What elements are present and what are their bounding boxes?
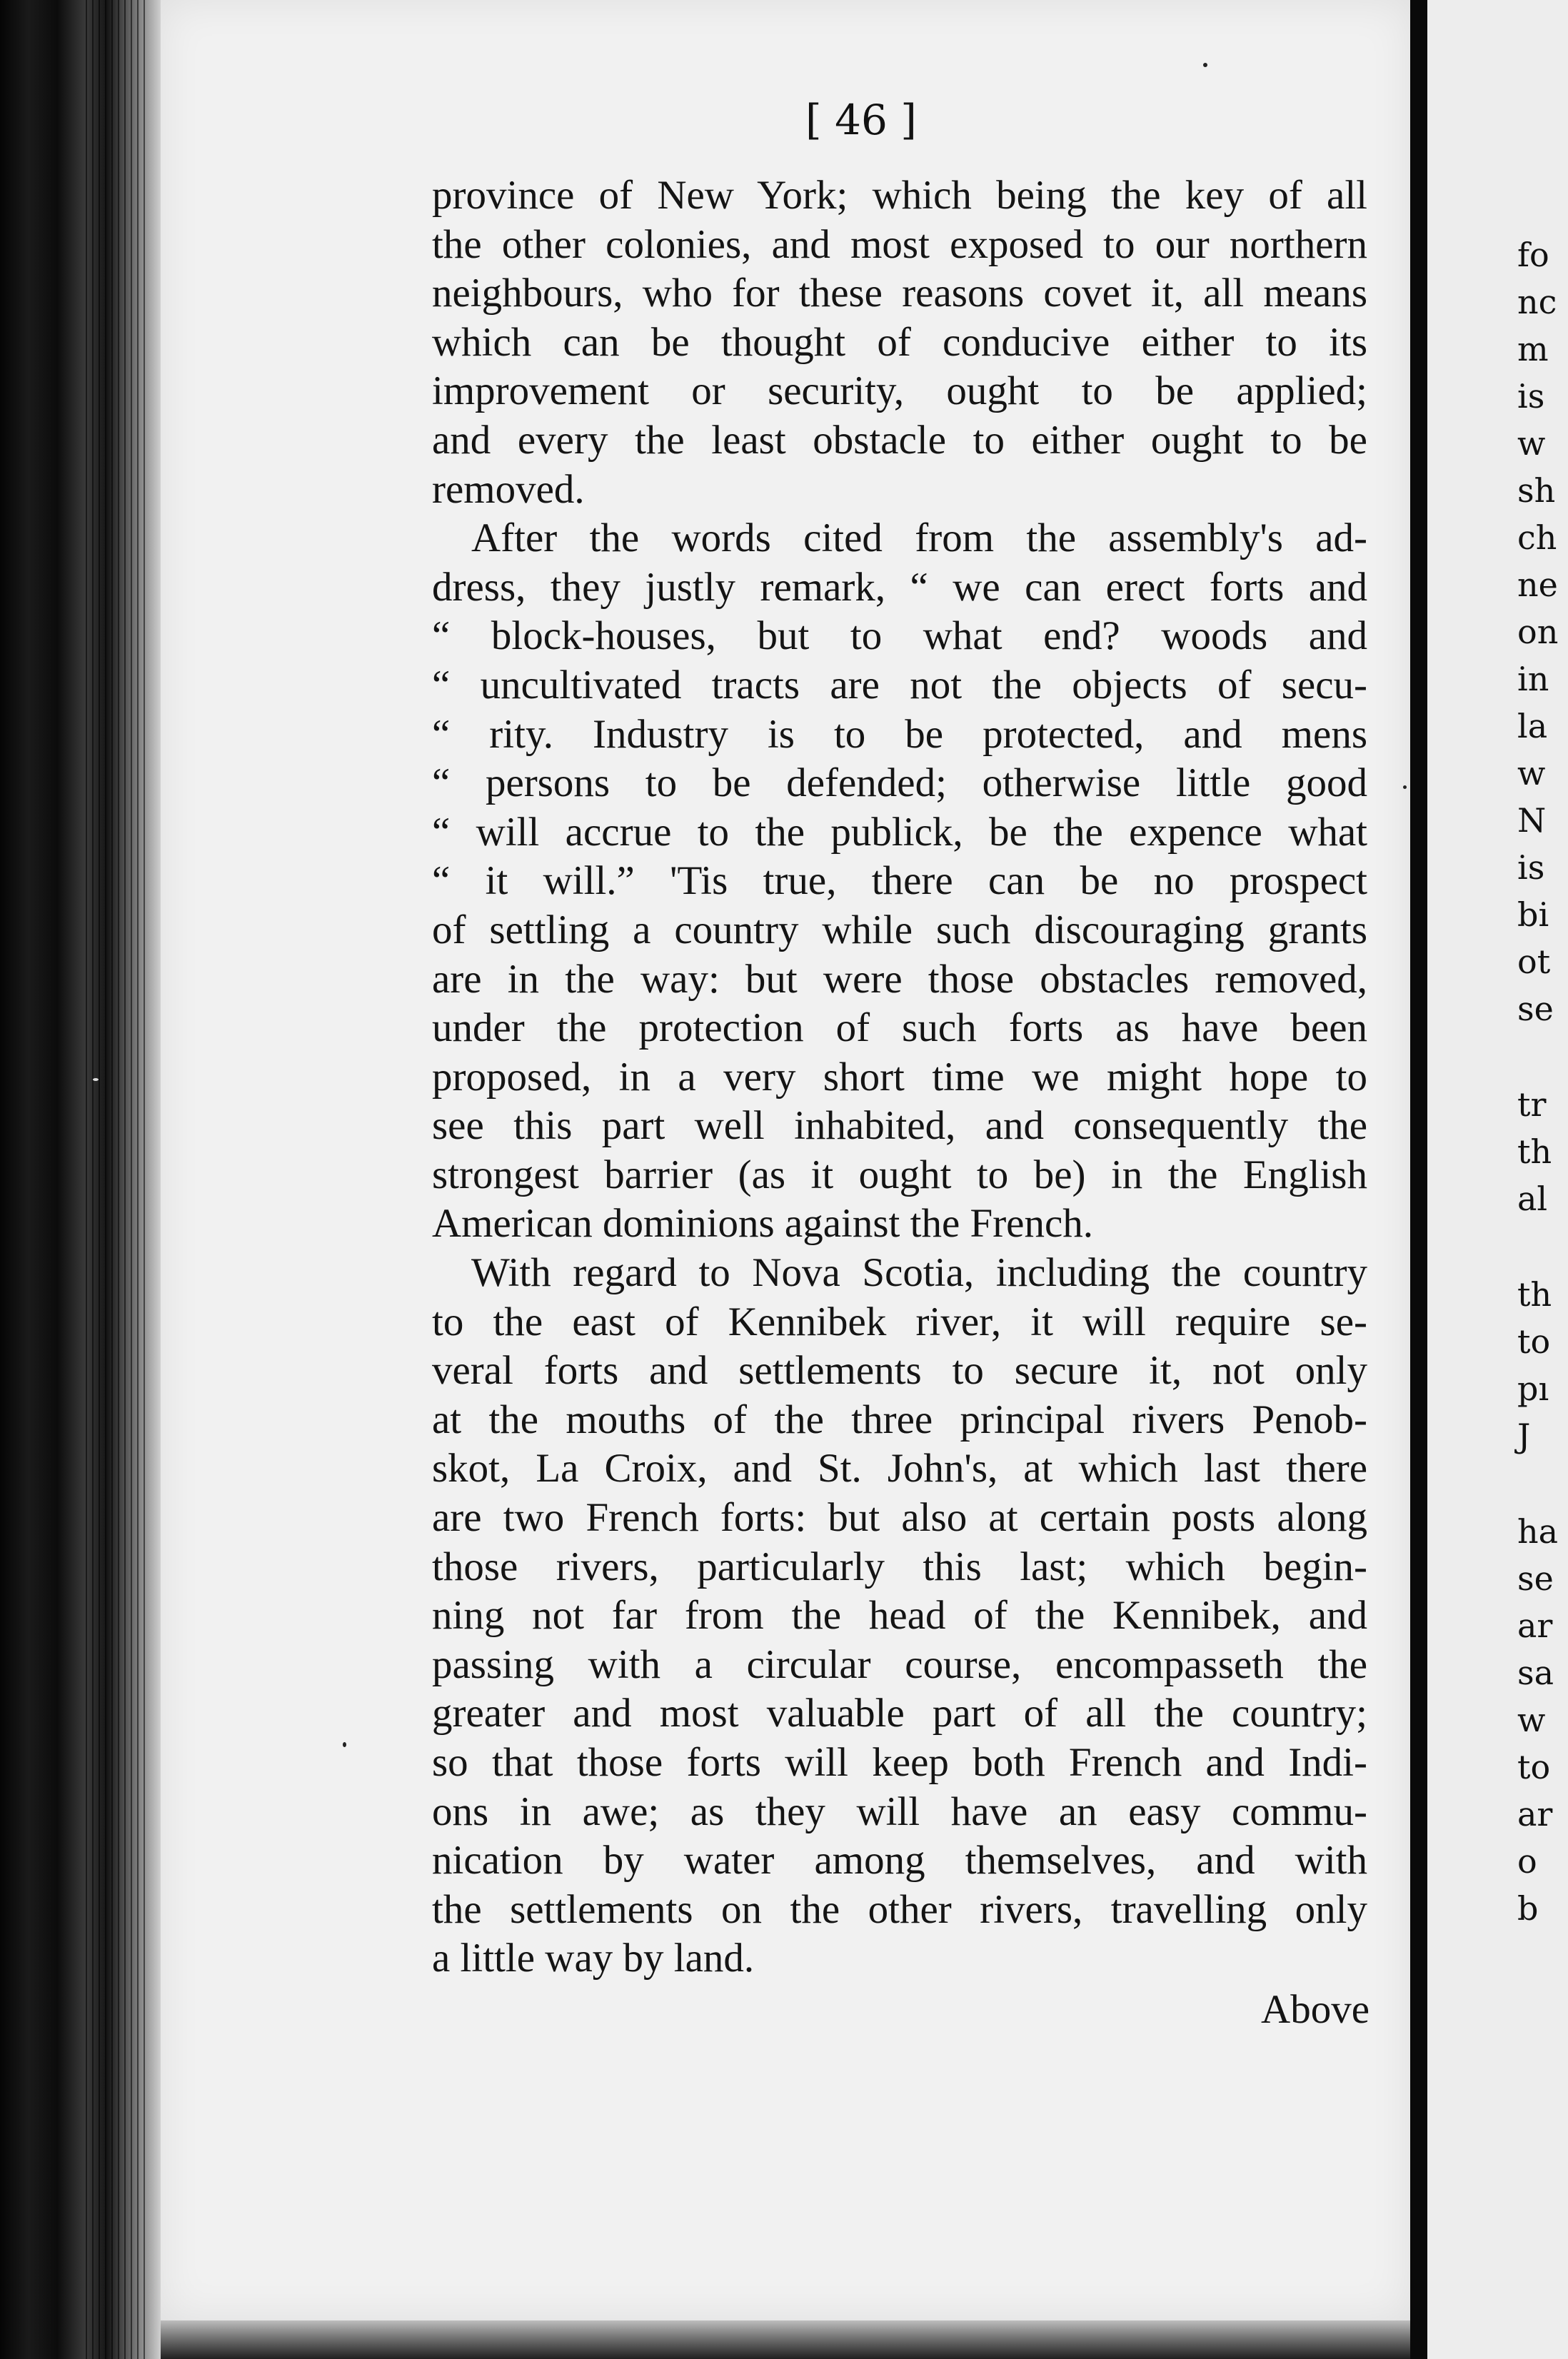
facing-page-fragment: sa (1517, 1654, 1554, 1692)
facing-page-fragment: N (1517, 801, 1547, 840)
facing-page-fragment: th (1517, 1132, 1552, 1171)
text-line: proposed, in a very short time we might hope to (432, 1054, 1367, 1100)
text-line: ons in awe; as they will have an easy commu- (432, 1789, 1367, 1834)
facing-page-fragment: se (1517, 990, 1554, 1028)
text-line: strongest barrier (as it ought to be) in the English (432, 1152, 1367, 1197)
text-line: the other colonies, and most exposed to our northern (432, 221, 1367, 267)
text-line: After the words cited from the assembly's ad- (471, 515, 1367, 561)
facing-page-fragment: on (1517, 613, 1559, 651)
body-text (432, 171, 1367, 1983)
text-line: so that those forts will keep both French and Indi- (432, 1740, 1367, 1785)
facing-page-fragment: w (1517, 424, 1546, 463)
facing-page-fragment: ha (1517, 1512, 1559, 1551)
text-line: “ uncultivated tracts are not the objects of secu- (432, 662, 1367, 708)
text-line: those rivers, particularly this last; which begin- (432, 1544, 1367, 1589)
text-line: and every the least obstacle to either ought to be (432, 417, 1367, 463)
text-line: “ persons to be defended; otherwise little good (432, 760, 1367, 806)
text-line: skot, La Croix, and St. John's, at which last there (432, 1446, 1367, 1492)
text-line: With regard to Nova Scotia, including the country (471, 1250, 1367, 1296)
facing-page-fragment: to (1517, 1322, 1551, 1361)
gutter-mark (93, 1078, 99, 1081)
facing-page-fragment: fo (1517, 236, 1549, 274)
facing-page-fragment: th (1517, 1275, 1552, 1314)
facing-page-edge (1427, 0, 1568, 2359)
text-line: ning not far from the head of the Kennibek, and (432, 1593, 1367, 1639)
facing-page-fragment: in (1517, 660, 1549, 698)
facing-page-fragment: ne (1517, 565, 1558, 604)
book-binding-gutter (0, 0, 164, 2359)
page-bottom-edge (161, 2320, 1410, 2359)
catchword: Above (1261, 1987, 1370, 2032)
facing-page-fragment: is (1517, 377, 1545, 416)
text-line: “ it will.” 'Tis true, there can be no prospect (432, 858, 1367, 904)
binding-edge-lines (86, 0, 150, 2359)
facing-page-fragment: la (1517, 707, 1548, 745)
text-line: dress, they justly remark, “ we can erect forts and (432, 564, 1367, 610)
text-line: province of New York; which being the key of all (432, 173, 1367, 218)
facing-page-fragment: o (1517, 1842, 1537, 1881)
text-line: “ will accrue to the publick, be the expence what (432, 809, 1367, 855)
page-number: [ 46 ] (805, 96, 917, 144)
text-line: to the east of Kennibek river, it will require se- (432, 1299, 1367, 1344)
text-line: see this part well inhabited, and consequently the (432, 1103, 1367, 1149)
text-line: “ rity. Industry is to be protected, and mens (432, 711, 1367, 757)
facing-page-fragment: to (1517, 1748, 1551, 1786)
text-line: neighbours, who for these reasons covet it, all means (432, 271, 1367, 316)
text-line: are in the way: but were those obstacles removed, (432, 956, 1367, 1002)
ink-speck (343, 1742, 346, 1747)
text-line: passing with a circular course, encompasseth the (432, 1641, 1367, 1687)
text-line: of settling a country while such discouraging grants (432, 907, 1367, 952)
facing-page-fragment: m (1517, 330, 1549, 368)
facing-page-fragment: sh (1517, 471, 1556, 510)
facing-page-fragment: w (1517, 1701, 1546, 1739)
facing-page-fragment: bi (1517, 895, 1549, 934)
text-line: American dominions against the French. (432, 1201, 1094, 1247)
facing-page-fragment: ar (1517, 1795, 1553, 1834)
facing-page-fragment: ar (1517, 1606, 1553, 1645)
text-line: removed. (432, 466, 585, 512)
text-line: are two French forts: but also at certain posts along (432, 1495, 1367, 1541)
facing-page-fragment: J (1517, 1417, 1531, 1455)
text-line: improvement or security, ought to be applied; (432, 368, 1367, 414)
text-line: which can be thought of conducive either to its (432, 319, 1367, 365)
facing-page-fragment: pı (1517, 1369, 1549, 1408)
facing-page-fragment: tr (1517, 1085, 1547, 1124)
text-line: the settlements on the other rivers, travelling only (432, 1886, 1367, 1932)
facing-page-fragment: al (1517, 1180, 1548, 1218)
text-line: a little way by land. (432, 1936, 755, 1981)
facing-page-fragment: ot (1517, 942, 1551, 981)
facing-page-fragment: w (1517, 754, 1546, 793)
facing-page-fragment: se (1517, 1559, 1554, 1598)
text-line: veral forts and settlements to secure it, not only (432, 1348, 1367, 1394)
text-line: “ block-houses, but to what end? woods and (432, 613, 1367, 659)
text-line: nication by water among themselves, and with (432, 1838, 1367, 1883)
ink-speck (1203, 63, 1207, 67)
facing-page-fragment: b (1517, 1889, 1539, 1928)
page-divider (1410, 0, 1427, 2359)
facing-page-fragment: is (1517, 848, 1545, 887)
facing-page-fragment: ch (1517, 518, 1557, 557)
text-line: greater and most valuable part of all the country; (432, 1691, 1367, 1736)
text-line: under the protection of such forts as have been (432, 1005, 1367, 1051)
facing-page-fragment: nc (1517, 283, 1557, 321)
ink-speck (1403, 785, 1407, 789)
text-line: at the mouths of the three principal rivers Penob- (432, 1397, 1367, 1442)
